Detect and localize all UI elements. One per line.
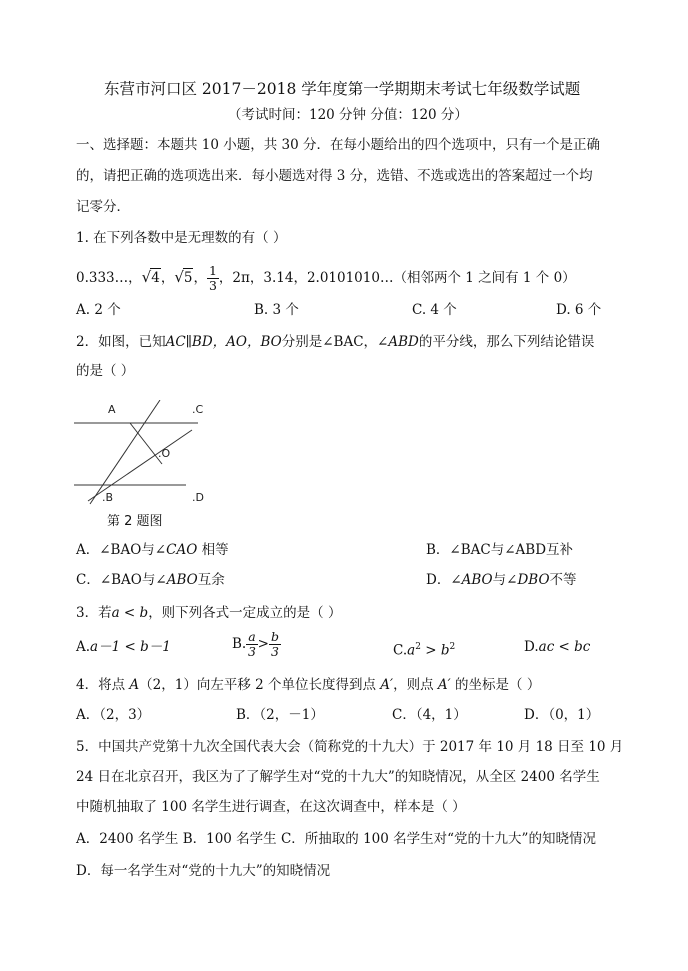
q3-c-b: b bbox=[440, 642, 450, 659]
q2-stem-b: AC∥BD，AO，BO bbox=[165, 334, 282, 350]
q3-c-pre: C. bbox=[393, 642, 408, 659]
q4-stem-g: 的坐标是（ ） bbox=[450, 677, 541, 693]
section-instructions-line3: 记零分． bbox=[76, 199, 130, 215]
q5-stem-line3: 中随机抽取了 100 名学生进行调查，在这次调查中，样本是（ ） bbox=[76, 799, 466, 815]
q3-b-num-a: a bbox=[248, 629, 256, 644]
q2-c-post: 互余 bbox=[197, 572, 225, 588]
q2-d-post: 不等 bbox=[549, 572, 577, 588]
q3-c-exp-a: 2 bbox=[415, 642, 421, 652]
q2-a-pre: A．∠BAO与∠ bbox=[76, 542, 167, 558]
q5-options-abc[interactable]: A．2400 名学生 B．100 名学生 C．所抽取的 100 名学生对“党的十九大”的知晓情况 bbox=[76, 831, 596, 847]
q3-b-num-b: b bbox=[270, 629, 279, 644]
q4-stem-e: ，则点 bbox=[393, 677, 438, 693]
q1-sqrt4: 4 bbox=[151, 270, 160, 286]
q2-option-c[interactable] bbox=[76, 571, 225, 589]
q2-stem-d: ABD bbox=[388, 334, 419, 350]
q1-numbers-end: ，2π，3.14，2.0101010…（相邻两个 1 之间有 1 个 0） bbox=[218, 270, 576, 286]
q1-fraction-num: 1 bbox=[208, 263, 217, 278]
q2-stem-e: 的平分线，那么下列结论错误 bbox=[418, 334, 595, 350]
q3-b-den-b: 3 bbox=[271, 644, 279, 659]
q1-numbers-start: 0.333…， bbox=[76, 270, 142, 286]
q4-stem-f: A′ bbox=[437, 677, 451, 693]
section-instructions-line2: 的，请把正确的选项选出来．每小题选对得 3 分，选错、不选或选出的答案超过一个均 bbox=[76, 168, 593, 184]
q2-a-post: 相等 bbox=[197, 542, 229, 558]
q5-stem-line1: 5．中国共产党第十九次全国代表大会（简称党的十九大）于 2017 年 10 月 18 日至 10 月 bbox=[76, 739, 624, 755]
q3-a-pre: A. bbox=[76, 639, 91, 655]
q2-a-it: CAO bbox=[166, 542, 198, 558]
q1-option-c[interactable]: C. 4 个 bbox=[412, 302, 457, 318]
q2-stem bbox=[76, 333, 594, 351]
q3-b-den-a: 3 bbox=[247, 644, 256, 659]
q4-option-d[interactable]: D．（0，1） bbox=[524, 707, 600, 723]
q2-figure bbox=[74, 400, 214, 512]
q2-option-a[interactable] bbox=[76, 541, 229, 559]
q3-b-pre: B. bbox=[232, 636, 247, 652]
q2-d-it1: ABO bbox=[461, 572, 493, 588]
q1-option-d[interactable]: D. 6 个 bbox=[556, 302, 602, 318]
sqrt-symbol: √ bbox=[174, 268, 184, 286]
q1-sqrt5: 5 bbox=[183, 270, 193, 286]
q3-c-exp-b: 2 bbox=[449, 642, 456, 652]
q3-stem-c: ，则下列各式一定成立的是（ ） bbox=[148, 605, 342, 621]
section-instructions-line1: 一、选择题：本题共 10 小题，共 30 分．在每小题给出的四个选项中，只有一个是正确 bbox=[76, 137, 601, 153]
q2-c-it: ABO bbox=[166, 572, 198, 588]
label-c: .C bbox=[192, 403, 204, 416]
q3-stem bbox=[76, 604, 341, 622]
q3-d-it: ac < bc bbox=[538, 639, 591, 655]
sqrt-symbol: √ bbox=[141, 268, 152, 286]
q1-fraction bbox=[207, 264, 219, 293]
q4-stem-c: （2，1）向左平移 2 个单位长度得到点 bbox=[139, 677, 381, 693]
q2-d-it2: DBO bbox=[517, 572, 550, 588]
q1-option-b[interactable]: B. 3 个 bbox=[254, 302, 299, 318]
q1-fraction-den: 3 bbox=[208, 278, 217, 293]
page-subtitle: （考试时间：120 分钟 分值：120 分） bbox=[228, 107, 468, 123]
q4-option-c[interactable]: C．（4，1） bbox=[392, 707, 467, 723]
q2-option-d[interactable] bbox=[426, 571, 577, 589]
label-d: .D bbox=[192, 491, 204, 504]
page-title: 东营市河口区 2017－2018 学年度第一学期期末考试七年级数学试题 bbox=[104, 80, 581, 98]
q3-a-it: a－1 < b－1 bbox=[90, 639, 171, 655]
label-b: .B bbox=[102, 491, 114, 504]
q4-stem-d: A′ bbox=[380, 677, 394, 693]
q2-stem-line2: 的是（ ） bbox=[76, 363, 135, 379]
q3-option-c[interactable] bbox=[393, 638, 455, 660]
transversal-ab bbox=[90, 400, 160, 504]
q3-stem-a: 3．若 bbox=[76, 605, 112, 621]
q1-stem: 1. 在下列各数中是无理数的有（ ） bbox=[76, 230, 287, 246]
figure-caption: 第 2 题图 bbox=[107, 514, 163, 529]
q5-stem-line2: 24 日在北京召开，我区为了了解学生对“党的十九大”的知晓情况，从全区 2400 名学生 bbox=[76, 769, 600, 785]
q3-c-a: a bbox=[407, 642, 416, 659]
q3-option-b[interactable] bbox=[232, 630, 281, 659]
q3-d-pre: D. bbox=[524, 639, 539, 655]
q1-numbers: 0.333…，√4，√5， $\frac{1}{3}$ ，2π，3.14，2.0101010…（相邻两个 1 之间有 1 个 0） bbox=[76, 263, 576, 293]
label-o: .O bbox=[158, 447, 171, 460]
q3-b-frac-b bbox=[269, 630, 281, 659]
q3-c-gt: > bbox=[420, 642, 441, 659]
q2-stem-c: 分别是∠BAC，∠ bbox=[281, 334, 389, 350]
label-a: A bbox=[108, 403, 116, 416]
q2-d-pre: D．∠ bbox=[426, 572, 462, 588]
q3-option-a[interactable] bbox=[76, 638, 171, 656]
q4-option-a[interactable]: A．（2，3） bbox=[76, 707, 151, 723]
q2-c-pre: C．∠BAO与∠ bbox=[76, 572, 167, 588]
q4-stem-a: 4．将点 bbox=[76, 677, 130, 693]
q5-option-d[interactable]: D．每一名学生对“党的十九大”的知晓情况 bbox=[76, 863, 331, 879]
q4-stem-b: A bbox=[129, 677, 140, 693]
q2-stem-a: 2．如图，已知 bbox=[76, 334, 166, 350]
q4-option-b[interactable]: B．（2，－1） bbox=[236, 707, 324, 723]
q1-option-a[interactable]: A. 2 个 bbox=[76, 302, 121, 318]
q3-b-gt: > bbox=[257, 636, 269, 652]
q3-b-frac-a bbox=[246, 630, 257, 659]
q2-option-b[interactable]: B．∠BAC与∠ABD互补 bbox=[426, 542, 574, 558]
q2-d-mid: 与∠ bbox=[492, 572, 518, 588]
q3-option-d[interactable] bbox=[524, 638, 590, 656]
q4-stem bbox=[76, 676, 540, 694]
q3-stem-b: a < b bbox=[111, 605, 149, 621]
